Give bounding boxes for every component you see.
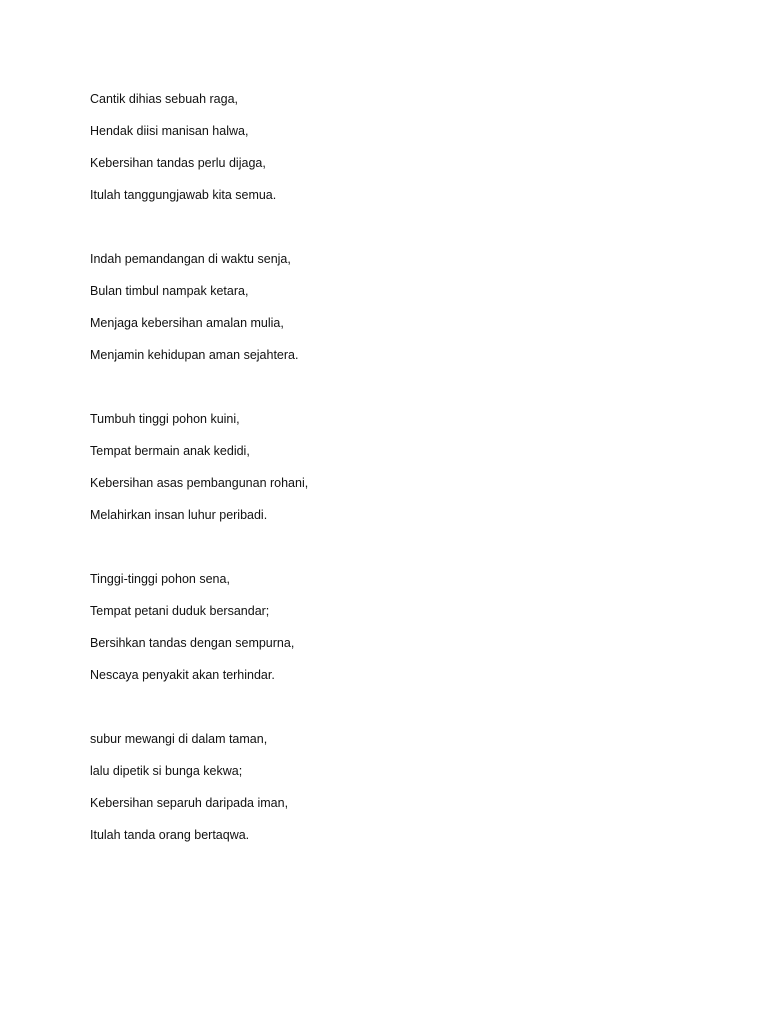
poem <box>90 89 690 889</box>
stanza-5 <box>90 729 690 857</box>
poem-line: Kebersihan asas pembangunan rohani, <box>90 476 309 490</box>
poem-line: Menjaga kebersihan amalan mulia, <box>90 316 284 330</box>
poem-line: Tinggi-tinggi pohon sena, <box>90 572 230 586</box>
poem-line: Bulan timbul nampak ketara, <box>90 284 249 298</box>
poem-line: Melahirkan insan luhur peribadi. <box>90 508 268 522</box>
poem-line: Itulah tanggungjawab kita semua. <box>90 188 277 202</box>
poem-line: lalu dipetik si bunga kekwa; <box>90 764 243 778</box>
stanza-2 <box>90 249 690 377</box>
poem-line: Bersihkan tandas dengan sempurna, <box>90 636 295 650</box>
poem-line: Cantik dihias sebuah raga, <box>90 92 239 106</box>
poem-line: Tempat petani duduk bersandar; <box>90 604 270 618</box>
poem-line: Itulah tanda orang bertaqwa. <box>90 828 250 842</box>
stanza-1 <box>90 89 690 217</box>
poem-line: Tumbuh tinggi pohon kuini, <box>90 412 240 426</box>
poem-line: subur mewangi di dalam taman, <box>90 732 268 746</box>
poem-line: Nescaya penyakit akan terhindar. <box>90 668 275 682</box>
stanza-4 <box>90 569 690 697</box>
poem-line: Indah pemandangan di waktu senja, <box>90 252 291 266</box>
poem-line: Kebersihan tandas perlu dijaga, <box>90 156 266 170</box>
poem-line: Tempat bermain anak kedidi, <box>90 444 250 458</box>
poem-line: Kebersihan separuh daripada iman, <box>90 796 289 810</box>
poem-line: Menjamin kehidupan aman sejahtera. <box>90 348 299 362</box>
poem-line: Hendak diisi manisan halwa, <box>90 124 249 138</box>
stanza-3 <box>90 409 690 537</box>
